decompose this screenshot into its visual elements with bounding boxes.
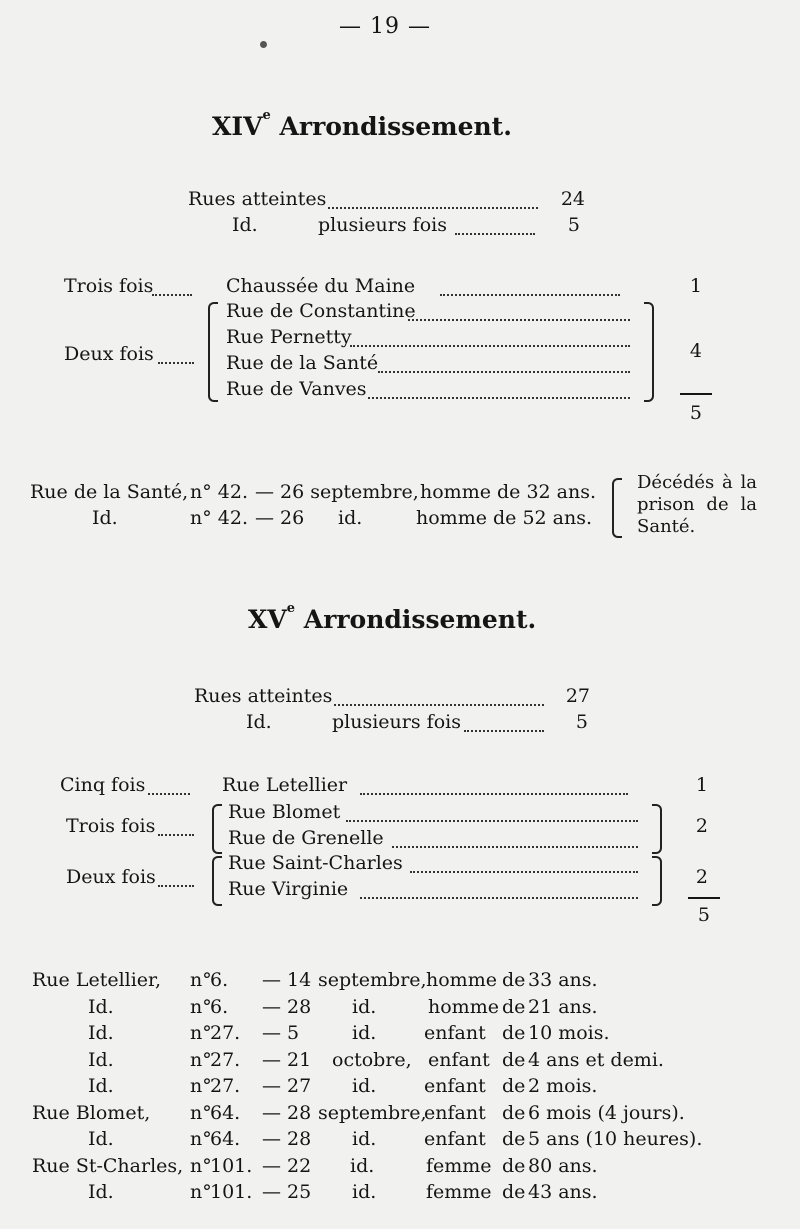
s15-death-dash: — 22: [262, 1154, 312, 1177]
total-rule: [680, 393, 712, 395]
s15-death-de: de: [502, 1154, 526, 1177]
s15-death-kind: femme: [426, 1154, 492, 1177]
s15-death-age: 2 mois.: [528, 1075, 598, 1097]
s14-street: Rue de la Santé: [226, 352, 379, 374]
s15-street: Rue Saint-Charles: [228, 852, 403, 874]
s15-death-de: de: [502, 1101, 526, 1124]
s15-summary-label-2b: plusieurs fois: [332, 711, 461, 733]
dot-leader: [464, 730, 544, 732]
s14-group-1-total: 1: [689, 275, 702, 297]
s15-death-no: n°: [190, 1154, 212, 1177]
s15-death-month: id.: [352, 1022, 377, 1044]
s15-death-street: Id.: [88, 1128, 114, 1150]
left-brace: [612, 478, 622, 538]
dot-leader: [350, 345, 630, 347]
s15-death-kind: homme: [428, 995, 499, 1018]
s14-death-person: homme de 52 ans.: [416, 507, 593, 529]
dot-leader: [408, 319, 630, 321]
s15-death-age: 4 ans et demi.: [528, 1048, 664, 1071]
s15-death-month: septembre,: [318, 1101, 427, 1124]
s15-street: Rue de Grenelle: [228, 827, 384, 849]
s15-grand-total: 5: [697, 904, 710, 926]
dot-leader: [334, 704, 544, 706]
s14-street: Rue de Constantine: [226, 300, 416, 322]
s15-death-age: 10 mois.: [528, 1022, 610, 1044]
right-brace: [652, 856, 662, 906]
dot-leader: [360, 793, 628, 795]
s15-street: Rue Letellier: [222, 774, 348, 796]
s15-death-num: 64.: [210, 1101, 241, 1124]
s15-group-1-total: 1: [695, 774, 708, 796]
s15-death-dash: — 28: [262, 995, 312, 1018]
s15-death-street: Id.: [88, 995, 114, 1018]
s15-death-street: Id.: [88, 1181, 114, 1203]
section-14-heading: [212, 108, 512, 141]
right-brace: [652, 804, 662, 854]
s15-death-de: de: [502, 995, 526, 1018]
s14-summary-value-2: 5: [567, 214, 580, 236]
s15-group-2-total: 2: [695, 815, 708, 837]
s14-group-1-label: Trois fois: [64, 275, 154, 297]
s15-death-age: 5 ans (10 heures).: [528, 1128, 703, 1150]
section-15-heading: [248, 601, 537, 634]
s15-death-kind: enfant: [424, 1101, 486, 1124]
s15-death-dash: — 25: [262, 1181, 312, 1203]
s14-death-date2: id.: [338, 507, 363, 529]
s15-death-num: 27.: [210, 1075, 241, 1097]
total-rule: [688, 897, 720, 899]
s15-death-month: id.: [352, 1075, 377, 1097]
s15-death-dash: — 28: [262, 1128, 312, 1150]
left-brace: [208, 302, 218, 402]
s15-death-num: 101.: [210, 1181, 253, 1203]
s15-death-num: 27.: [210, 1022, 241, 1044]
s15-street: Rue Blomet: [228, 801, 341, 823]
s15-death-de: de: [502, 1128, 526, 1150]
s15-death-street: Rue Blomet,: [32, 1101, 151, 1124]
s15-group-1-label: Cinq fois: [60, 774, 146, 796]
s15-death-month: octobre,: [332, 1048, 412, 1071]
dot-leader: [410, 871, 638, 873]
s14-death-date: — 26: [255, 507, 305, 529]
dot-leader: [158, 834, 194, 836]
section-15-heading-sup: e: [286, 601, 296, 616]
s15-death-month: id.: [350, 1154, 375, 1177]
s14-street: Chaussée du Maine: [226, 275, 416, 297]
s15-death-no: n°: [190, 1101, 212, 1124]
s14-death-number: n° 42.: [190, 481, 248, 503]
right-brace: [644, 302, 654, 402]
dot-leader: [392, 846, 638, 848]
s15-death-num: 6.: [210, 969, 229, 991]
left-brace: [212, 804, 222, 854]
s15-summary-value-1: 27: [565, 685, 590, 707]
s15-death-kind: enfant: [424, 1128, 486, 1150]
s15-death-street: Rue Letellier,: [32, 969, 162, 991]
s15-group-2-label: Trois fois: [66, 815, 156, 837]
s14-summary-value-1: 24: [560, 188, 585, 210]
section-15-heading-text: Arrondissement.: [303, 605, 537, 634]
s14-summary-label-1: Rues atteintes: [188, 188, 327, 210]
s15-death-month: id.: [352, 995, 377, 1018]
dot-leader: [455, 233, 535, 235]
ink-spot: [260, 41, 267, 48]
s14-note: Décédés à la prison de la Santé.: [637, 472, 757, 537]
dot-leader: [158, 362, 194, 364]
s15-death-age: 21 ans.: [528, 995, 598, 1018]
s15-group-3-total: 2: [695, 866, 708, 888]
s15-death-kind: enfant: [424, 1075, 486, 1097]
s15-death-no: n°: [190, 1181, 212, 1203]
s14-street: Rue de Vanves: [226, 378, 367, 400]
s15-death-street: Id.: [88, 1022, 114, 1044]
s14-death-number: n° 42.: [190, 507, 248, 529]
s14-group-2-label: Deux fois: [64, 343, 154, 365]
s15-death-age: 6 mois (4 jours).: [528, 1101, 685, 1124]
s15-death-de: de: [502, 1048, 526, 1071]
dot-leader: [368, 397, 630, 399]
s15-death-no: n°: [190, 969, 212, 991]
s14-street: Rue Pernetty: [226, 326, 352, 348]
left-brace: [212, 856, 222, 906]
s15-death-month: septembre,: [318, 969, 427, 991]
s15-death-no: n°: [190, 995, 212, 1018]
dot-leader: [378, 371, 630, 373]
dot-leader: [148, 793, 190, 795]
s15-death-dash: — 5: [262, 1022, 300, 1044]
s15-death-age: 43 ans.: [528, 1181, 598, 1203]
s14-summary-label-2: Id.: [232, 214, 258, 236]
s15-death-age: 33 ans.: [528, 969, 598, 991]
s15-death-kind: homme: [426, 969, 497, 991]
s15-death-num: 101.: [210, 1154, 253, 1177]
s15-death-dash: — 28: [262, 1101, 312, 1124]
s15-death-de: de: [502, 1075, 526, 1097]
section-15-heading-roman: XV: [248, 605, 287, 634]
s15-death-age: 80 ans.: [528, 1154, 598, 1177]
s15-death-month: id.: [352, 1128, 377, 1150]
s15-death-no: n°: [190, 1128, 212, 1150]
s15-group-3-label: Deux fois: [66, 866, 156, 888]
s15-death-month: id.: [352, 1181, 377, 1203]
dot-leader: [360, 897, 638, 899]
s15-street: Rue Virginie: [228, 878, 349, 900]
s15-death-street: Rue St-Charles,: [32, 1154, 184, 1177]
s15-summary-value-2: 5: [575, 711, 588, 733]
s14-grand-total: 5: [689, 402, 702, 424]
s15-summary-label-1: Rues atteintes: [194, 685, 333, 707]
s14-death-street: Rue de la Santé,: [30, 481, 189, 503]
section-14-heading-text: Arrondissement.: [279, 112, 512, 141]
s14-summary-label-2b: plusieurs fois: [318, 214, 447, 236]
s15-death-street: Id.: [88, 1075, 114, 1097]
dot-leader: [152, 294, 192, 296]
s15-death-de: de: [502, 1181, 526, 1203]
section-14-heading-roman: XIV: [212, 112, 263, 141]
section-14-heading-sup: e: [262, 108, 271, 123]
s14-group-2-total: 4: [689, 340, 702, 362]
s15-death-num: 6.: [210, 995, 229, 1018]
s15-death-dash: — 14: [262, 969, 312, 991]
s15-death-dash: — 27: [262, 1075, 312, 1097]
s15-death-kind: enfant: [424, 1022, 486, 1044]
s15-summary-label-2: Id.: [246, 711, 272, 733]
dot-leader: [328, 207, 538, 209]
s15-death-de: de: [502, 1022, 526, 1044]
s15-death-no: n°: [190, 1048, 212, 1071]
s14-death-street: Id.: [92, 507, 118, 529]
s15-death-no: n°: [190, 1075, 212, 1097]
dot-leader: [158, 885, 194, 887]
dot-leader: [346, 820, 638, 822]
s15-death-kind: enfant: [428, 1048, 490, 1071]
s14-death-date: — 26 septembre,: [255, 481, 419, 503]
s15-death-num: 27.: [210, 1048, 241, 1071]
s15-death-de: de: [502, 969, 526, 991]
s14-death-person: homme de 32 ans.: [420, 481, 597, 503]
s15-death-no: n°: [190, 1022, 212, 1044]
s15-death-dash: — 21: [262, 1048, 312, 1071]
dot-leader: [440, 294, 620, 296]
s15-death-street: Id.: [88, 1048, 114, 1071]
s15-death-num: 64.: [210, 1128, 241, 1150]
page-number: — 19 —: [339, 14, 431, 39]
s15-death-kind: femme: [426, 1181, 492, 1203]
